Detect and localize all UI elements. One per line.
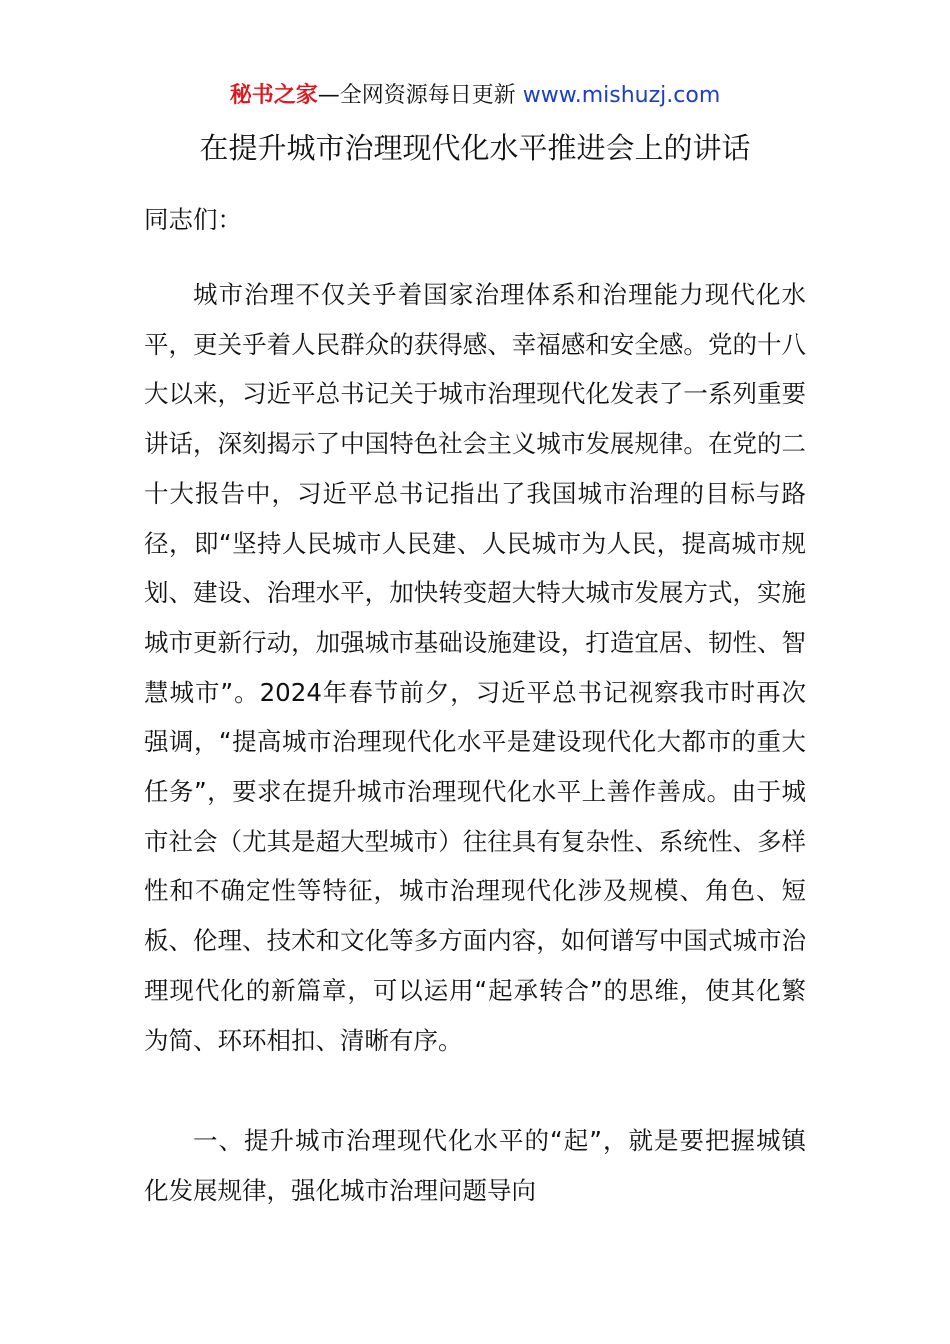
section-1-heading: 一、提升城市治理现代化水平的“起”，就是要把握城镇化发展规律，强化城市治理问题导向 [144, 1126, 806, 1205]
salutation: 同志们： [144, 205, 242, 234]
document-title: 在提升城市治理现代化水平推进会上的讲话 [199, 131, 751, 165]
site-header [0, 80, 950, 112]
site-brand: 秘书之家 [229, 83, 318, 108]
site-url-link[interactable]: www.mishuzj.com [522, 83, 721, 108]
site-tagline: —全网资源每日更新 [317, 83, 523, 108]
paragraph-1: 城市治理不仅关乎着国家治理体系和治理能力现代化水平，更关乎着人民群众的获得感、幸福感和安全感。党的十八大以来，习近平总书记关于城市治理现代化发表了一系列重要讲话，深刻揭示了中国特色社会主义城市发展规律。在党的二十大报告中，习近平总书记指出了我国城市治理的目标与路径，即“坚持人民城市人民建、人民城市为人民，提高城市规划、建设、治理水平，加快转变超大特大城市发展方式，实施城市更新行动，加强城市基础设施建设，打造宜居、韧性、智慧城市”。2024年春节前夕，习近平总书记视察我市时再次强调，“提高城市治理现代化水平是建设现代化大都市的重大任务”，要求在提升城市治理现代化水平上善作善成。由于城市社会（尤其是超大型城市）往往具有复杂性、系统性、多样性和不确定性等特征，城市治理现代化涉及规模、角色、短板、伦理、技术和文化等多方面内容，如何谱写中国式城市治理现代化的新篇章，可以运用“起承转合”的思维，使其化繁为简、环环相扣、清晰有序。 [144, 280, 806, 1055]
